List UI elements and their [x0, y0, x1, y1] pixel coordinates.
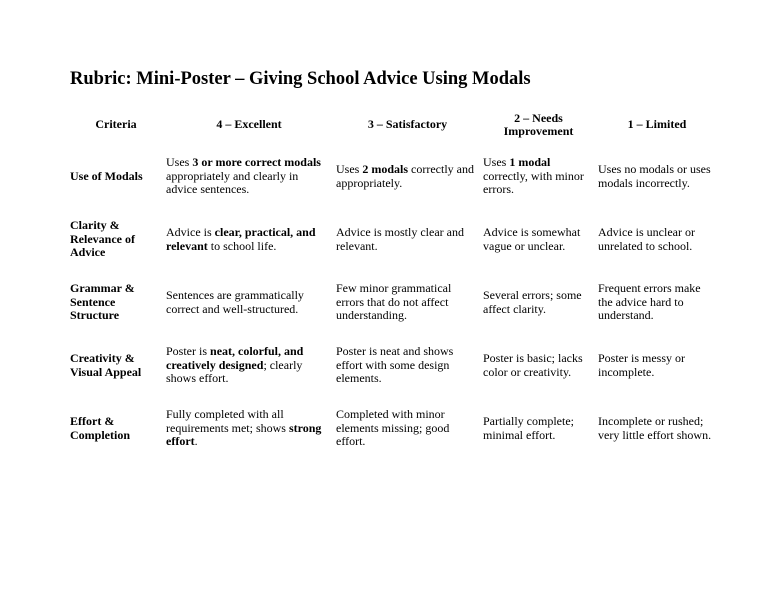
rubric-cell: Sentences are grammatically correct and well-structured. — [166, 288, 304, 316]
table-row — [68, 271, 718, 334]
rubric-cell: Uses no modals or uses modals incorrectly. — [598, 162, 711, 190]
header-level-3: 3 – Satisfactory — [367, 117, 448, 132]
rubric-cell: Advice is unclear or unrelated to school. — [598, 225, 695, 253]
rubric-cell: Advice is mostly clear and relevant. — [336, 225, 464, 253]
criterion-cell: Creativity & Visual Appeal — [70, 351, 142, 379]
rubric-cell: Poster is basic; lacks color or creativity. — [483, 351, 583, 379]
rubric-cell: Few minor grammatical errors that do not affect understanding. — [336, 281, 452, 323]
header-level-1: 1 – Limited — [627, 117, 687, 132]
rubric-cell: Advice is somewhat vague or unclear. — [483, 225, 581, 253]
header-level-2: 2 – Needs Improvement — [503, 110, 574, 138]
criterion-cell: Effort & Completion — [70, 414, 130, 442]
rubric-cell: Poster is neat and shows effort with some design elements. — [336, 344, 454, 386]
rubric-cell: Uses 1 modal correctly, with minor errors. — [483, 155, 584, 197]
rubric-cell: Uses 3 or more correct modals appropriately and clearly in advice sentences. — [166, 155, 321, 197]
header-criteria: Criteria — [95, 117, 137, 132]
rubric-cell: Uses 2 modals correctly and appropriately. — [336, 162, 474, 190]
criterion-cell: Clarity & Relevance of Advice — [70, 218, 135, 260]
rubric-cell: Frequent errors make the advice hard to understand. — [598, 281, 701, 323]
rubric-cell: Several errors; some affect clarity. — [483, 288, 582, 316]
rubric-cell: Poster is neat, colorful, and creatively designed; clearly shows effort. — [166, 344, 304, 386]
header-level-4: 4 – Excellent — [216, 117, 282, 132]
rubric-cell: Completed with minor elements missing; good effort. — [336, 407, 450, 449]
criterion-cell: Use of Modals — [70, 168, 143, 183]
document-title: Rubric: Mini-Poster – Giving School Advice Using Modals — [70, 69, 531, 89]
rubric-cell: Partially complete; minimal effort. — [483, 414, 574, 442]
rubric-cell: Fully completed with all requirements met; shows strong effort. — [166, 407, 322, 449]
criterion-cell: Grammar & Sentence Structure — [70, 281, 135, 323]
rubric-cell: Poster is messy or incomplete. — [598, 351, 685, 379]
rubric-cell: Incomplete or rushed; very little effort shown. — [598, 414, 712, 442]
table-row — [68, 334, 718, 397]
header-row — [68, 105, 718, 145]
table-row — [68, 208, 718, 271]
rubric-cell: Advice is clear, practical, and relevant to school life. — [166, 225, 316, 253]
table-row — [68, 145, 718, 208]
rubric-table — [68, 105, 718, 460]
table-row — [68, 397, 718, 460]
